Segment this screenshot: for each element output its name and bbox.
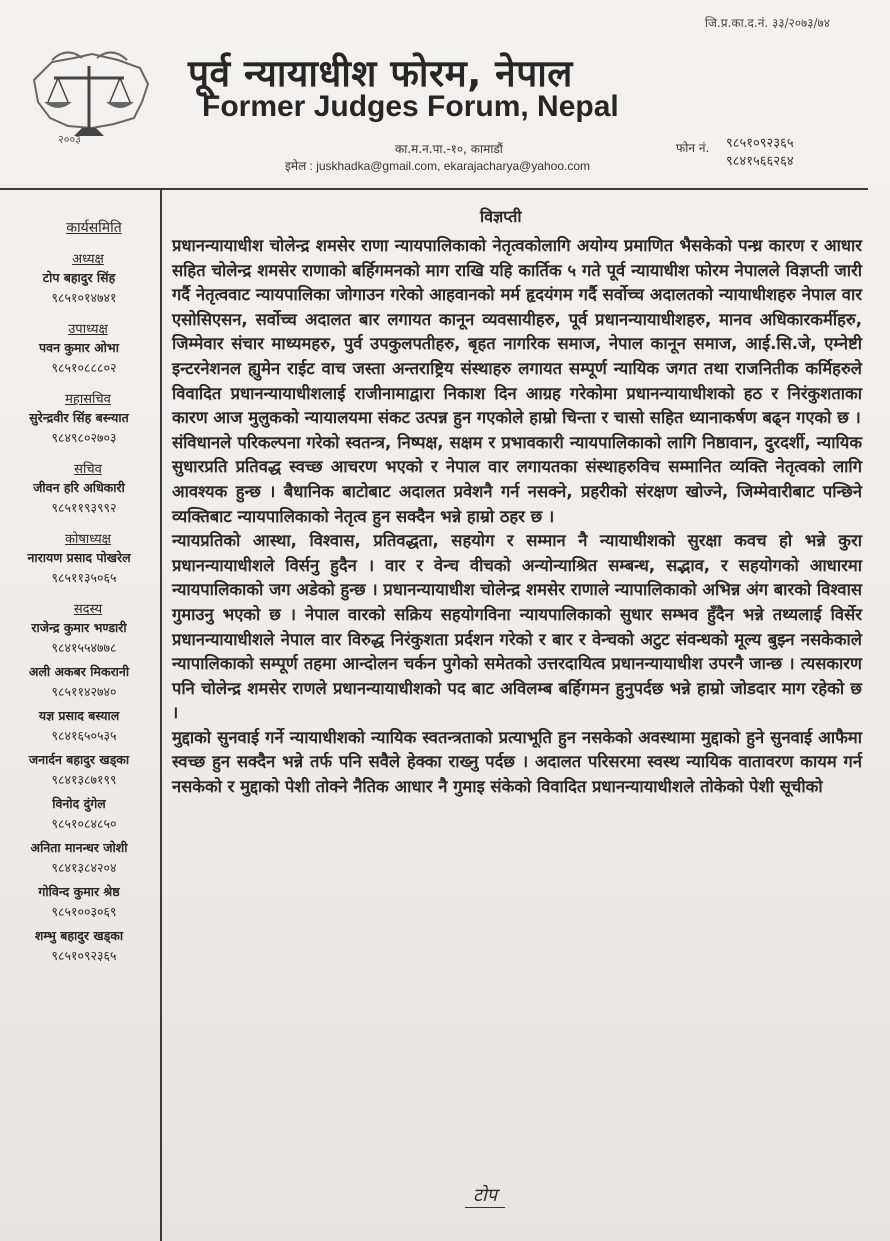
phone-label: फोन नं. <box>676 141 710 155</box>
member-role: महासचिव <box>65 392 111 407</box>
member-name: सुरेन्द्रवीर सिंह बस्न्यात <box>29 410 129 425</box>
member-name: यज्ञ प्रसाद बस्याल <box>38 708 120 723</box>
member-name: गोविन्द कुमार श्रेष्ठ <box>38 884 120 899</box>
member-role: उपाध्यक्ष <box>68 322 108 337</box>
notice-body <box>172 234 862 800</box>
member-phone: ९८५११३५०६५ <box>51 570 117 585</box>
member-phone: ९८४१५५४७७८ <box>51 640 117 655</box>
committee-member <box>0 531 158 588</box>
scales-of-justice-logo-icon <box>22 40 157 150</box>
committee-member <box>0 662 158 702</box>
logo-year: २००३ <box>58 133 81 146</box>
committee-member <box>0 750 158 790</box>
member-phone: ९८५१०८४८५० <box>51 816 117 831</box>
notice-paragraph: न्यायप्रतिको आस्था, विश्वास, प्रतिवद्धता, सहयोग र सम्मान नै न्यायाधीशको सुरक्षा कवच हो भन्ने कुरा प्रधानन्यायाधीशले विर्सनु हुदैन । वार र वेन्च वीचको अन्योन्याश्रित सम्बन्ध, सद्भाव, र सहयोगको आधारमा न्यायपालिकाको जग अडेको हुन्छ । प्रधानन्यायाधीश चोलेन्द्र शमसेर राणाले न्यापालिकाको अभिन्न अंग बारको विश्वास गुमाउनु भएको छ । नेपाल वारको सक्रिय सहयोगविना न्यायपालिकाको सुधार सम्भव हुँदैन भन्ने तथ्यलाई विर्सेर प्रधानन्यायाधीशले नेपाल वार विरुद्ध निरंकुशता प्रर्दशन गरेको र बार र वेन्चको अटुट संवन्धको मूल्य बुझ्न नसकेकाले न्यापालिकाको सम्पूर्ण तहमा आन्दोलन चर्कन पुगेको समेतको उत्तरदायित्व प्रधानन्यायाधीश उपरनै जान्छ । त्यसकारण पनि चोलेन्द्र शमसेर राणले प्रधानन्यायाधीशको पद बाट अविलम्ब बर्हिगमन हुनुपर्दछ भन्ने हाम्रो जोडदार माग रहेको छ । <box>172 531 862 723</box>
member-name: पवन कुमार ओभा <box>39 340 119 355</box>
notice-heading: विज्ञप्ती <box>480 207 522 226</box>
sidebar-divider <box>160 190 162 1241</box>
phone-number: ९८५१०९२३६५ <box>726 136 794 151</box>
committee-member <box>0 321 158 378</box>
member-name: नारायण प्रसाद पोखरेल <box>27 550 131 565</box>
committee-member <box>0 251 158 308</box>
committee-member <box>0 706 158 746</box>
member-phone: ९८४१३८७१९९ <box>51 772 117 787</box>
member-name: विनोद दुंगेल <box>52 796 106 811</box>
committee-member <box>0 838 158 878</box>
address: का.म.न.पा.-१०, कामाडौं <box>395 142 503 156</box>
committee-member <box>0 882 158 922</box>
member-phone: ९८५१००३०६९ <box>51 904 117 919</box>
executive-committee-sidebar <box>0 218 158 970</box>
member-phone: ९८४१३८४२०४ <box>51 860 117 875</box>
committee-heading: कार्यसमिति <box>66 220 122 236</box>
member-phone: ९८५१०९२३६५ <box>51 948 117 963</box>
member-phone: ९८५११९३९९२ <box>51 500 117 515</box>
organization-title-nepali: पूर्व न्यायाधीश फोरम, नेपाल <box>188 52 573 95</box>
committee-member <box>0 391 158 448</box>
header-divider <box>0 188 868 190</box>
member-name: शम्भु बहादुर खड्का <box>34 928 124 943</box>
committee-member <box>0 926 158 966</box>
member-phone: ९८४१६५०५३५ <box>51 728 117 743</box>
member-name: जनार्दन बहादुर खड्का <box>28 752 130 767</box>
member-name: राजेन्द्र कुमार भण्डारी <box>31 620 127 635</box>
member-phone: ९८५१०८८८०२ <box>51 360 117 375</box>
member-phone: ९८४९८०२७०३ <box>51 430 117 445</box>
committee-member <box>0 461 158 518</box>
member-phone: ९८५११४२७४० <box>51 684 117 699</box>
member-role: कोषाध्यक्ष <box>65 532 111 547</box>
member-role: सचिव <box>74 462 102 477</box>
notice-paragraph: संविधानले परिकल्पना गरेको स्वतन्त्र, निष्पक्ष, सक्षम र प्रभावकारी न्यायपालिकाको लागि निष्ठावान, दुरदर्शी, न्यायिक सुधारप्रति प्रतिवद्ध स्वच्छ आचरण भएको र नेपाल वार लगायतका संस्थाहरुविच सम्मानित व्यक्ति नेतृत्वको लागि आवश्यक हुन्छ । बैधानिक बाटोबाट अदालत प्रवेशनै गर्न नसक्ने, प्रहरीको संरक्षण खोज्ने, जिम्मेवारीबाट पन्छिने व्यक्तिबाट न्यायपालिकाको नेतृत्व हुन सक्दैन भन्ने हाम्रो ठहर छ । <box>172 432 862 526</box>
email-line: इमेल : juskhadka@gmail.com, ekarajacharya@yahoo.com <box>285 159 591 173</box>
registration-number: जि.प्र.का.द.नं. ३३/२०७३/७४ <box>704 16 830 30</box>
organization-title-english: Former Judges Forum, Nepal <box>202 90 619 123</box>
notice-paragraph: प्रधानन्यायाधीश चोलेन्द्र शमसेर राणा न्यायपालिकाको नेतृत्वकोलागि अयोग्य प्रमाणित भैसकेको पन्ध्र कारण र आधार सहित चोलेन्द्र शमसेर राणाको बर्हिगमनको माग राखि यहि कार्तिक ५ गते पूर्व न्यायाधीश फोरम नेपालले विज्ञप्ती जारी गर्दै नेतृत्ववाट न्यायपालिका जोगाउन गरेको आहवानको मर्म हृदयंगम गर्दै सर्वोच्च अदालतको न्यायाधीशहरु नेपाल वार एसोसिएसन, सर्वोच्च अदालत बार लगायत कानून व्यवसायीहरु, पूर्व प्रधानन्यायाधीशहरु, मानव अधिकारकर्मीहरु, जिम्मेवार संचार माध्यमहरु, पुर्व उपकुलपतीहरु, बृहत नागरिक समाज, नेपाल कानून समाज, आई.सि.जे, एम्नेष्टी इन्टरनेशनल ह्युमेन राईट वाच जस्ता अन्तराष्ट्रिय संस्थाहरु लगायत सम्पूर्ण न्यायिक जगत तथा राजनितीक कर्मिहरुले विवादित प्रधानन्यायाधीशलाई राजीनामाद्वारा निकाश दिन आग्रह गरेकोमा प्रधानन्यायाधीशको हठ र निरंकुशताका कारण आज मुलुकको न्यायालयमा संकट उत्पन्न हुन गएकोले हाम्रो चिन्ता र चासो सहित ध्यानाकर्षण बढ्न गएको छ । <box>172 236 862 428</box>
member-name: जीवन हरि अधिकारी <box>33 480 125 495</box>
member-phone: ९८५१०१४७४१ <box>51 290 117 305</box>
committee-member <box>0 601 158 658</box>
committee-member <box>0 794 158 834</box>
member-name: अनिता मानन्धर जोशी <box>30 840 128 855</box>
member-name: अली अकबर मिकरानी <box>28 664 130 679</box>
phone-number: ९८४१५६६२६४ <box>726 154 794 169</box>
member-role: सदस्य <box>73 602 103 617</box>
notice-paragraph: मुद्दाको सुनवाई गर्ने न्यायाधीशको न्यायिक स्वतन्त्रताको प्रत्याभूति हुन नसकेको अवस्थामा मुद्दाको हुने सुनवाई आफैमा स्वच्छ हुन सक्दैन भन्ने तर्फ पनि सवैले हेक्का राख्नु पर्दछ । अदालत परिसरमा स्वस्थ न्यायिक वातावरण कायम गर्न नसकेको र मुद्दाको पेशी तोक्ने नैतिक आधार नै गुमाइ संकेको विवादित प्रधानन्यायाधीशले तोकेको पेशी सूचीको <box>172 727 862 797</box>
signature: टोप <box>465 1183 505 1208</box>
member-role: अध्यक्ष <box>72 252 104 267</box>
member-name: टोप बहादुर सिंह <box>42 270 116 285</box>
